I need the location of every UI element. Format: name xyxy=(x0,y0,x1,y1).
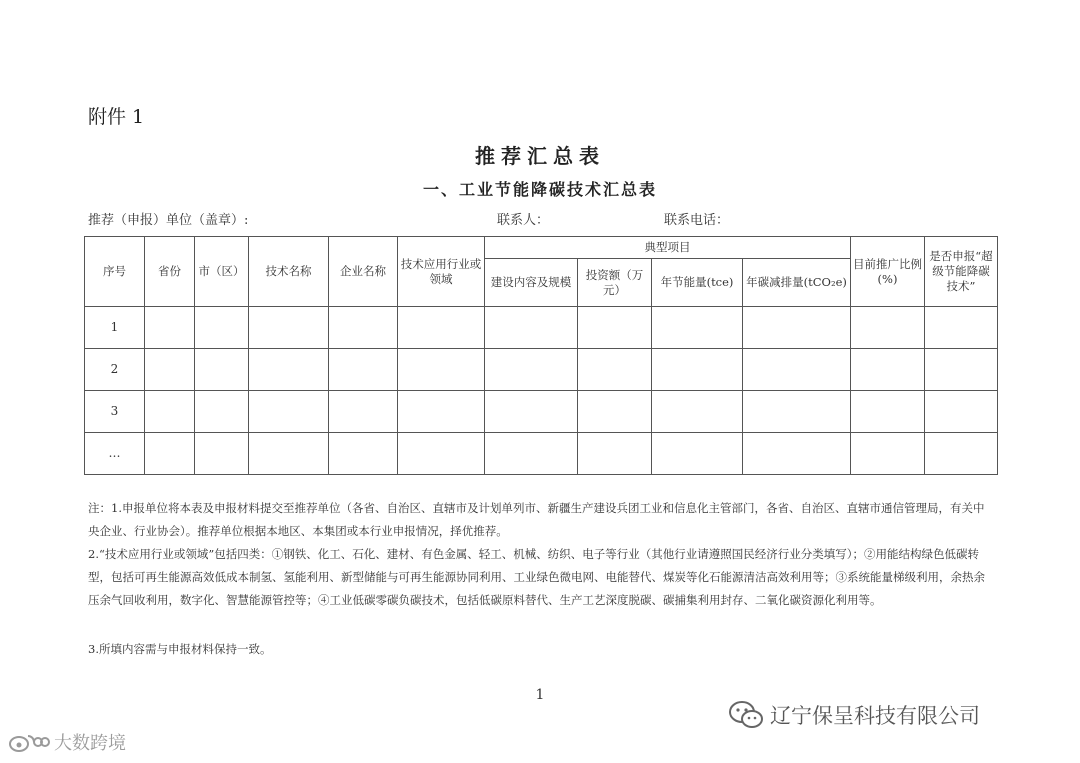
header-typical-project: 典型项目 xyxy=(485,237,851,259)
weibo-style-logo-icon xyxy=(8,730,50,754)
note-1: 注：1.申报单位将本表及申报材料提交至推荐单位（各省、自治区、直辖市及计划单列市、新疆生产建设兵团工业和信息化主管部门，各省、自治区、直辖市通信管理局，有关中央企业、行业协会）。推荐单位根据本地区、本集团或本行业申报情况，择优推荐。 xyxy=(88,501,985,538)
attachment-label: 附件 1 xyxy=(88,106,145,128)
header-super-tech-declare: 是否申报“超级节能降碳技术” xyxy=(925,237,998,307)
header-promotion-ratio: 目前推广比例(%) xyxy=(851,237,925,307)
page-number: 1 xyxy=(535,687,545,703)
header-city: 市（区） xyxy=(195,237,249,307)
table-header-row xyxy=(85,237,998,259)
header-content-scale: 建设内容及规模 xyxy=(485,259,578,307)
header-investment: 投资额（万元） xyxy=(578,259,652,307)
header-annual-carbon-reduction: 年碳减排量(tCO₂e) xyxy=(743,259,851,307)
recommending-unit-label: 推荐（申报）单位（盖章）: xyxy=(88,213,249,228)
header-annual-energy-saving: 年节能量(tce) xyxy=(652,259,743,307)
contact-phone-label: 联系电话： xyxy=(664,213,730,228)
table-row xyxy=(85,391,998,433)
watermark-right xyxy=(728,700,980,730)
summary-table xyxy=(84,236,998,475)
note-3: 3.所填内容需与申报材料保持一致。 xyxy=(88,642,272,656)
row-number: 2 xyxy=(85,349,145,391)
watermark-right-text: 辽宁保呈科技有限公司 xyxy=(770,704,980,728)
watermark-left-text: 大数跨境 xyxy=(54,733,126,754)
header-tech-name: 技术名称 xyxy=(249,237,329,307)
row-number: … xyxy=(85,433,145,475)
table-row xyxy=(85,433,998,475)
section-subtitle: 一、工业节能降碳技术汇总表 xyxy=(422,180,657,199)
header-province: 省份 xyxy=(145,237,195,307)
watermark-left xyxy=(8,729,126,755)
header-company: 企业名称 xyxy=(329,237,398,307)
row-number: 1 xyxy=(85,307,145,349)
header-industry: 技术应用行业或领域 xyxy=(398,237,485,307)
table-row xyxy=(85,349,998,391)
contact-person-label: 联系人： xyxy=(497,213,550,228)
table-row xyxy=(85,307,998,349)
header-seq: 序号 xyxy=(85,237,145,307)
page-title: 推荐汇总表 xyxy=(475,144,605,168)
wechat-icon xyxy=(728,700,764,730)
note-2: 2.“技术应用行业或领域”包括四类：①钢铁、化工、石化、建材、有色金属、轻工、机械、纺织、电子等行业（其他行业请遵照国民经济行业分类填写）；②用能结构绿色低碳转型，包括可再生能源高效低成本制氢、氢能利用、新型储能与可再生能源协同利用、工业绿色微电网、电能替代、煤炭等化石能源清洁高效利用等；③系统能量梯级利用，余热余压余气回收利用，数字化、智慧能源管控等；④工业低碳零碳负碳技术，包括低碳原料替代、生产工艺深度脱碳、碳捕集利用封存、二氧化碳资源化利用等。 xyxy=(88,547,985,607)
row-number: 3 xyxy=(85,391,145,433)
